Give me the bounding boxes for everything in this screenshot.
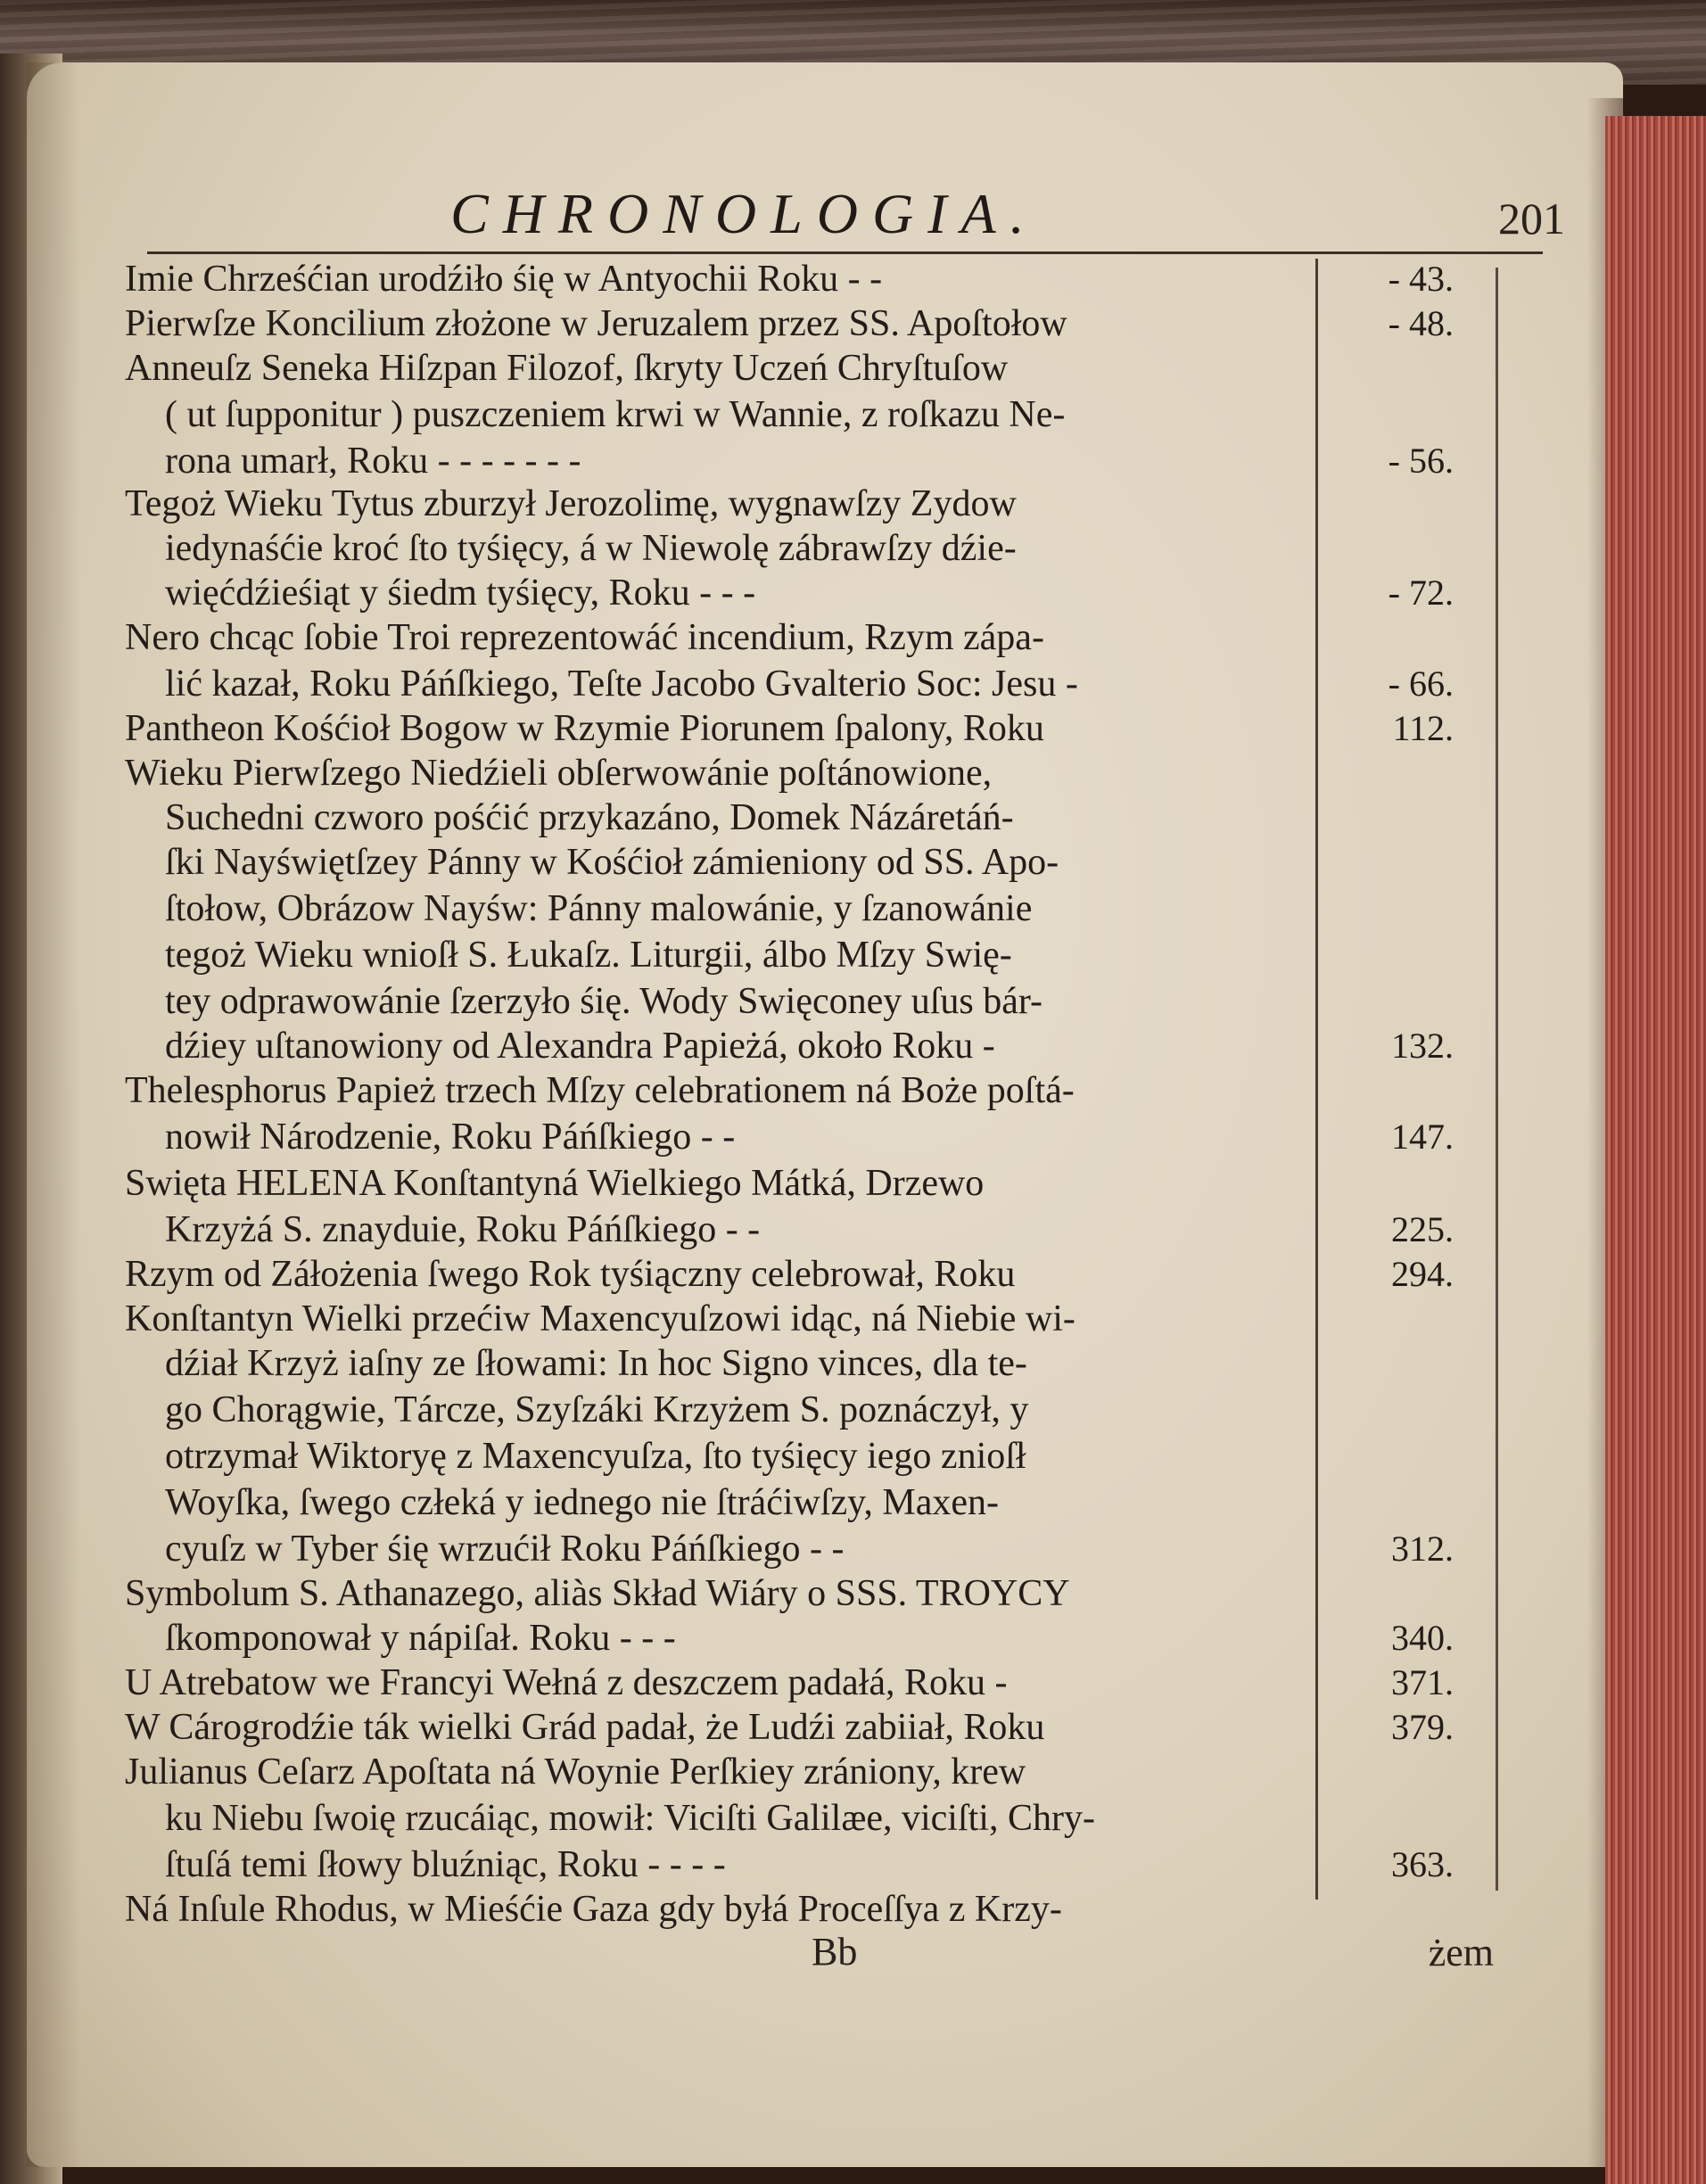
text-line: dźiał Krzyż iaſny ze ſłowami: In hoc Signo vinces, dla te- (165, 1343, 1027, 1384)
text-line: dźiey uſtanowiony od Alexandra Papieżá, około Roku - (165, 1026, 995, 1067)
year-value: 132. (1391, 1026, 1454, 1066)
text-line: więćdźieśiąt y śiedm tyśięcy, Roku - - - (165, 573, 756, 614)
text-line: Konſtantyn Wielki przećiw Maxencyuſzowi idąc, ná Niebie wi- (125, 1298, 1076, 1339)
year-value: 363. (1391, 1844, 1454, 1884)
text-line: Wieku Pierwſzego Niedźieli obſerwowánie poſtánowione, (125, 753, 993, 794)
year-value: 294. (1391, 1254, 1454, 1294)
year-column-rule (1315, 259, 1318, 1900)
year-value: 340. (1391, 1618, 1454, 1658)
text-line: ſtuſá temi ſłowy bluźniąc, Roku - - - - (165, 1844, 726, 1885)
text-line: Suchedni czworo pośćić przykazáno, Domek Názáretáń- (165, 797, 1014, 838)
text-line: Julianus Ceſarz Apoſtata ná Woynie Perſkiey zrániony, krew (125, 1751, 1026, 1793)
text-line: Ná Inſule Rhodus, w Mieśćie Gaza gdy byłá Proceſſya z Krzy- (125, 1889, 1062, 1930)
text-line: nowił Národzenie, Roku Páńſkiego - - (165, 1117, 736, 1158)
year-value: 312. (1391, 1529, 1454, 1569)
catchword: żem (1428, 1931, 1494, 1974)
text-line: Krzyżá S. znayduie, Roku Páńſkiego - - (165, 1209, 761, 1250)
text-line: otrzymał Wiktoryę z Maxencyuſza, ſto tyśięcy iego znioſł (165, 1436, 1026, 1477)
text-line: W Cárogrodźie ták wielki Grád padał, że Ludźi zabiiał, Roku (125, 1707, 1045, 1748)
signature-mark: Bb (812, 1930, 858, 1974)
year-value: - 56. (1388, 441, 1454, 481)
text-line: ku Niebu ſwoię rzucáiąc, mowił: Viciſti Galilæe, viciſti, Chry- (165, 1798, 1095, 1839)
year-value: 225. (1391, 1209, 1454, 1249)
year-value: - 43. (1388, 259, 1454, 299)
year-value: - 66. (1388, 663, 1454, 704)
page-fold-shadow (27, 62, 80, 2167)
year-value: 379. (1391, 1707, 1454, 1747)
text-line: Woyſka, ſwego człeká y iednego nie ſtráćiwſzy, Maxen- (165, 1482, 1000, 1523)
text-line: Pierwſze Koncilium złożone w Jeruzalem przez SS. Apoſtołow (125, 303, 1067, 344)
text-line: Symbolum S. Athanazego, aliàs Skład Wiáry o SSS. TROYCY (125, 1573, 1070, 1614)
text-line: Nero chcąc ſobie Troi reprezentowáć incendium, Rzym zápa- (125, 617, 1044, 658)
text-line: Pantheon Kośćioł Bogow w Rzymie Piorunem ſpalony, Roku (125, 708, 1044, 749)
text-line: Swięta HELENA Konſtantyná Wielkiego Mátká, Drzewo (125, 1163, 985, 1204)
red-page-edges (1605, 116, 1706, 2184)
header-rule (147, 251, 1543, 254)
text-line: cyuſz w Tyber śię wrzućił Roku Páńſkiego - - (165, 1529, 845, 1570)
text-line: tey odprawowánie ſzerzyło śię. Wody Swięconey uſus bár- (165, 981, 1043, 1022)
right-margin-rule (1496, 268, 1498, 1891)
text-line: Tegoż Wieku Tytus zburzył Jerozolimę, wygnawſzy Zydow (125, 483, 1017, 524)
text-line: U Atrebatow we Francyi Wełná z deszczem padałá, Roku - (125, 1662, 1008, 1703)
text-line: Anneuſz Seneka Hiſzpan Filozof, ſkryty Uczeń Chryſtuſow (125, 348, 1009, 389)
text-line: ſki Nayświętſzey Pánny w Kośćioł zámieniony od SS. Apo- (165, 842, 1059, 883)
text-line: Imie Chrześćian urodźiło śię w Antyochii Roku - - (125, 259, 883, 300)
text-line: go Chorągwie, Tárcze, Szyſzáki Krzyżem S. poznáczył, y (165, 1389, 1029, 1430)
text-line: Thelesphorus Papież trzech Mſzy celebrationem ná Boże poſtá- (125, 1070, 1075, 1111)
text-line: lić kazał, Roku Páńſkiego, Teſte Jacobo Gvalterio Soc: Jesu - (165, 663, 1078, 705)
text-line: rona umarł, Roku - - - - - - - (165, 441, 581, 482)
text-line: Rzym od Záłożenia ſwego Rok tyśiączny celebrował, Roku (125, 1254, 1016, 1295)
year-value: - 72. (1388, 573, 1454, 613)
year-value: - 48. (1388, 303, 1454, 343)
year-value: 147. (1391, 1117, 1454, 1157)
text-line: iedynaśćie kroć ſto tyśięcy, á w Niewolę zábrawſzy dźie- (165, 528, 1017, 569)
running-head-title: CHRONOLOGIA. (450, 182, 1039, 245)
text-line: ſkomponował y nápiſał. Roku - - - (165, 1618, 676, 1659)
page-number: 201 (1498, 194, 1565, 243)
text-line: ( ut ſupponitur ) puszczeniem krwi w Wannie, z roſkazu Ne- (165, 394, 1066, 435)
text-line: tegoż Wieku wnioſł S. Łukaſz. Liturgii, álbo Mſzy Swię- (165, 935, 1012, 976)
year-value: 112. (1392, 708, 1454, 748)
text-line: ſtołow, Obrázow Nayśw: Pánny malowánie, y ſzanowánie (165, 888, 1033, 929)
year-value: 371. (1391, 1662, 1454, 1702)
